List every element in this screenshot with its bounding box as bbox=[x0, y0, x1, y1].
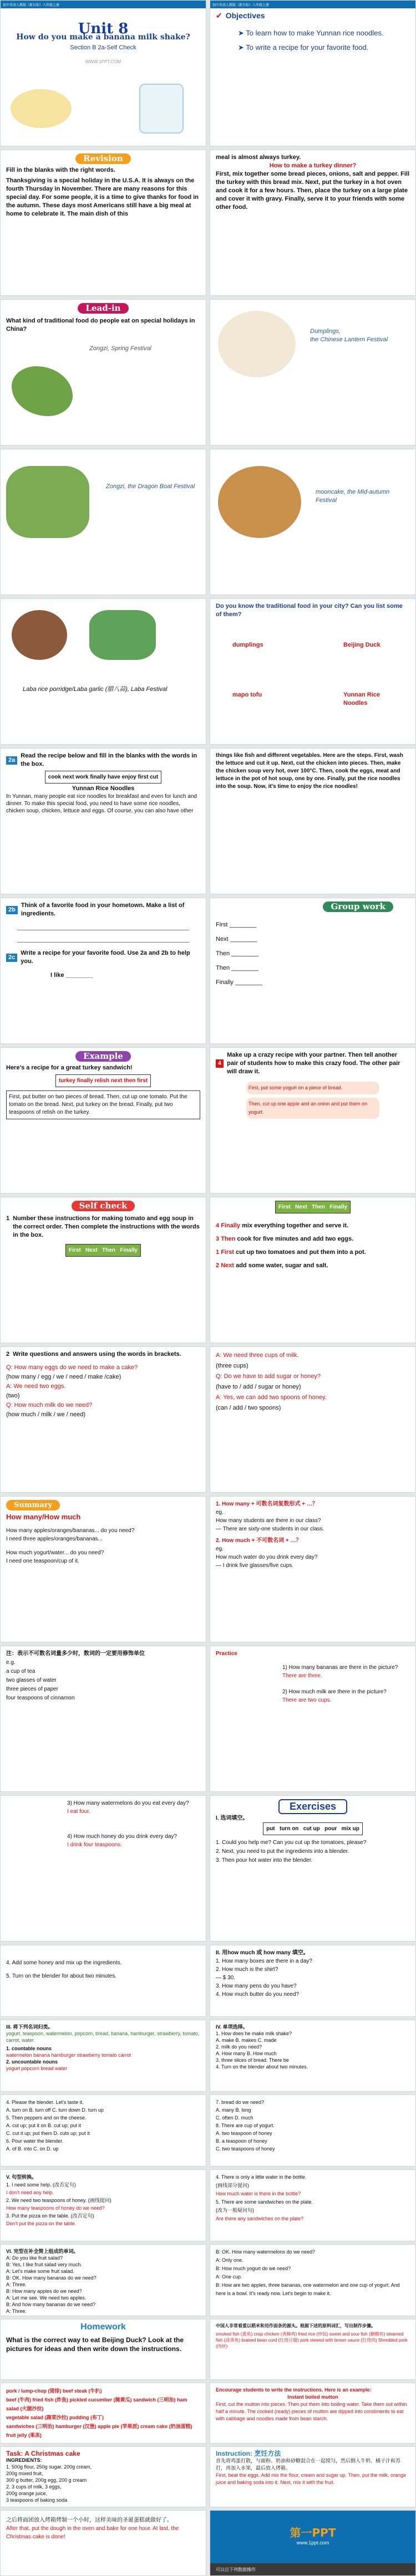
transform-answer: How much water is there in the bottle? bbox=[216, 2191, 301, 2196]
answer-line bbox=[17, 921, 189, 930]
step-next: Next ________ bbox=[216, 936, 257, 943]
banana-illustration bbox=[11, 89, 72, 128]
choice-line: A. of B. into C. on D. up bbox=[6, 2146, 59, 2152]
summary-line: I need three apples/oranges/bananas... bbox=[6, 1536, 103, 1542]
choice-line: A. make B. makes C. made bbox=[216, 2037, 277, 2043]
slide-end bbox=[210, 2510, 416, 2576]
transform-line: 5. There are some sandwiches on the plate. bbox=[216, 2199, 313, 2205]
mooncake-photo bbox=[218, 466, 301, 538]
classify-answer: watermelon banana hamburger strawberry tomato carrot bbox=[6, 2052, 131, 2058]
practice-question: 2) How much milk are there in the picture? bbox=[282, 1689, 387, 1695]
choice-line: 4. Please the blender. Let's taste it. bbox=[6, 2099, 84, 2105]
slide-choice-2 bbox=[0, 2094, 206, 2167]
qa-line: A: We need three cups of milk. bbox=[216, 1352, 299, 1359]
slide-2b-2c: 2b Think of a favorite food in your hometown. Make a list of ingredients. 2c Write a recipe for your favorite food. Use 2a and 2b to help you. I like ________ bbox=[0, 898, 206, 1044]
choice-line: C. cut it up; put them D. cuts up; put it bbox=[6, 2131, 90, 2136]
exercise-heading: III. 将下列名词归类。 bbox=[6, 2024, 53, 2030]
exercise-heading: I. 选词填空。 bbox=[216, 1815, 248, 1821]
choice-line: A. cut up; put it on B. cut up; put it bbox=[6, 2123, 82, 2128]
qa-line: (how much / milk / we / need) bbox=[6, 1411, 86, 1418]
grammar-line: — I drink five glasses/five cups. bbox=[216, 1563, 294, 1569]
qa-line: A: Yes, we can add two spoons of honey. bbox=[216, 1394, 327, 1401]
slide-instruction bbox=[210, 2446, 416, 2507]
milkshake-illustration bbox=[139, 84, 184, 134]
exercise-2c-number: 2c bbox=[6, 954, 17, 962]
practice-question: 4) How much honey do you drink every day? bbox=[67, 1834, 177, 1840]
dialog-line: A: Three. bbox=[6, 2282, 27, 2287]
dishes-list: smoked fish (熏鱼) crisp chicken (香酥鸡) fried rice (炒饭) sweet and sour fish (糖醋鱼) steamed fish (清蒸鱼) braised bean curd (红烧豆腐) pork stewed with brown sauce (红烧肉) Shredded pork (肉丝) bbox=[216, 2332, 408, 2349]
recipe-steps-text: things like fish and different vegetables. Here are the steps. First, wash the lettuce and cut it up. Next, cut the chicken into pieces. Then, make the chicken soup very hot, over 100°C. Then, cook the eggs, meat and lettuce in the pot of hot soup, one by one. Finally, put the rice noodles into the soup. Now, it's time to enjoy the rice noodles! bbox=[216, 752, 403, 790]
practice-answer: I eat four. bbox=[67, 1809, 90, 1815]
self-check-badge: Self check bbox=[72, 1201, 135, 1211]
ingredient-line: 200g mixed fruit, bbox=[6, 2471, 43, 2476]
dialog-line: B: And how many bananas do we need? bbox=[6, 2302, 96, 2307]
recipe-title: Yunnan Rice Noodles bbox=[72, 785, 135, 792]
speech-bubble-2: Then, cut up one apple and an onion and put them on yogurt. bbox=[246, 1098, 379, 1119]
slide-how-much-many bbox=[210, 1945, 416, 2017]
exercise-line: 3. How many pens do you have? bbox=[216, 1983, 297, 1989]
exercise-line: 1. Could you help me? Can you cut up the tomatoes, please? bbox=[216, 1840, 367, 1846]
word-box: cook next work finally have enjoy first cut bbox=[45, 771, 161, 783]
section-label: Section B 2a-Self Check bbox=[70, 44, 136, 51]
recipe-text: In Yunnan, many people eat rice noodles for breakfast and even for lunch and dinner. To make this special food, you need to have some rice noodles, chicken soup, chicken, lettuce and eggs. Of course, you can also have other bbox=[6, 793, 197, 814]
slide-qa-continued bbox=[210, 1346, 416, 1493]
task-title: Task: A Christmas cake bbox=[6, 2450, 80, 2457]
exercise-heading: VI. 完型在补全简上组成的单词。 bbox=[6, 2249, 79, 2254]
order-word-box: First Next Then Finally bbox=[65, 1244, 141, 1257]
exercise-line: 4. How much butter do you need? bbox=[216, 1991, 300, 1998]
header-text: 初中英语人教版（新目标）八年级上册 bbox=[212, 3, 270, 7]
turkey-text-2: First, mix together some bread pieces, onions, salt and pepper. Fill the turkey with this bread mix. Next, put the turkey in a hot oven and cook it for a few hours. Then, place the turkey on a large plate and cover it with gravy. Finally, serve it to your friends with some other food. bbox=[216, 171, 410, 211]
classify-category: 1. countable nouns bbox=[6, 2046, 52, 2051]
homework-text: What is the correct way to eat Beijing Duck? Look at the pictures for ideas and then write down the instructions. bbox=[6, 2336, 184, 2353]
classify-answer: yogurt popcorn bread water bbox=[6, 2066, 68, 2071]
lead-in-question: What kind of traditional food do people eat on special holidays in China? bbox=[6, 317, 195, 332]
end-footer: 可以自下列数据操作 bbox=[210, 2563, 415, 2575]
local-food-question: Do you know the traditional food in your city? Can you list some of them? bbox=[216, 603, 403, 618]
grammar-line: How much water do you drink every day? bbox=[216, 1554, 318, 1560]
exercise-2b-number: 2b bbox=[6, 906, 18, 914]
zongzi-image bbox=[12, 366, 73, 416]
slide-qa bbox=[0, 1346, 206, 1493]
qa-line: (can / add / two spoons) bbox=[216, 1405, 281, 1411]
units-line: three pieces of paper bbox=[6, 1686, 58, 1692]
zongzi-festival-caption: Zongzi, the Dragon Boat Festival bbox=[106, 483, 195, 490]
slide-homework bbox=[0, 2319, 206, 2380]
homework-heading: Homework bbox=[80, 2322, 126, 2332]
grammar-line: How many students are there in our class? bbox=[216, 1518, 321, 1524]
transform-answer: How many teaspoons of honey do we need? bbox=[6, 2205, 105, 2211]
transform-line: 2. We need two teaspoons of honey. (画线提问) bbox=[6, 2198, 111, 2203]
transform-line: 1. I need some help. (改否定句) bbox=[6, 2182, 77, 2188]
slide-units bbox=[0, 1646, 206, 1792]
dialog-line: B: How are two apples, three bananas, one watermelon and one cup of yogurt. And here is a bowl. It's ready now. Let's begin to make it. bbox=[216, 2282, 400, 2296]
slide-dumplings bbox=[210, 299, 416, 445]
exercise-line: 1. How many boxes are there in a day? bbox=[216, 1958, 312, 1964]
exercise-heading: II. 用how much 或 how many 填空。 bbox=[216, 1950, 309, 1956]
exercise-line: 3. Then pour hot water into the blender. bbox=[216, 1857, 313, 1863]
slide-mutton-example bbox=[210, 2383, 416, 2444]
practice-heading: Practice bbox=[216, 1651, 237, 1657]
step-first: First ________ bbox=[216, 921, 257, 928]
exercise-line: 2. Next, you need to put the ingredients into a blender. bbox=[216, 1848, 349, 1855]
unit-title: Unit 8 bbox=[78, 21, 129, 37]
units-line: e.g. bbox=[6, 1660, 16, 1666]
slide-crazy-recipe bbox=[210, 1047, 416, 1194]
bake-cn: 之后将面团放入烤箱烤制一个小时，这样美味的圣诞蛋糕就做好了。 bbox=[6, 2517, 173, 2523]
dialog-line: B: OK. How many bananas do we need? bbox=[6, 2275, 97, 2281]
food-yunnan-noodles: Yunnan Rice Noodles bbox=[343, 692, 381, 706]
transform-line: 3. Put the pizza on the table. (改否定句) bbox=[6, 2213, 94, 2219]
summary-line: I need one teaspoon/cup of it. bbox=[6, 1558, 79, 1564]
practice-question: 3) How many watermelons do you eat every day? bbox=[67, 1800, 189, 1806]
slide-exercises-1 bbox=[210, 1795, 416, 1942]
speech-bubble-1: First, put some yogurt on a piece of bread. bbox=[246, 1082, 379, 1094]
mutton-intro: Encourage students to write the instructions. Here is an example: bbox=[216, 2387, 372, 2393]
slide-western-food bbox=[0, 2383, 206, 2444]
dishes-instruction: 中国人非常看重以稻米和用作面条的源头。根据下述的原料词汇，写出制作步骤。 bbox=[216, 2323, 376, 2328]
units-line: two glasses of water bbox=[6, 1677, 57, 1683]
qa-line: (have to / add / sugar or honey) bbox=[216, 1384, 301, 1390]
exercise-4-number: 4 bbox=[216, 1059, 224, 1068]
qa-number: 2 bbox=[6, 1351, 10, 1358]
bake-en: After that, put the dough in the oven and bake for one hour. At last, the Christmas cake is done! bbox=[6, 2526, 179, 2540]
answer-word-box: First Next Then Finally bbox=[275, 1201, 351, 1213]
slide-classify bbox=[0, 2020, 206, 2092]
revision-text: Thanksgiving is a special holiday in the U.S.A. It is always on the fourth Thursday in November. There are many reasons for this special day. For some people, it is a time to give thanks for food in the autumn. These days most Americans still have a big meal at home to celebrate it. The main dish of this bbox=[6, 177, 199, 217]
instruction-heading: Instruction: 烹饪方法 bbox=[216, 2450, 281, 2457]
step-row: 2 Next add some water, sugar and salt. bbox=[216, 1262, 328, 1269]
units-line: four teaspoons of cinnamon bbox=[6, 1695, 75, 1701]
slide-practice-2 bbox=[0, 1795, 206, 1942]
qa-line: (how many / egg / we / need / make /cake) bbox=[6, 1374, 121, 1380]
header-bar bbox=[1, 1, 206, 8]
food-line: pork / lump-chop (猪排) beef steak (牛扒) bbox=[6, 2388, 102, 2394]
recipe-start: I like bbox=[50, 972, 64, 979]
practice-question: 1) How many bananas are there in the picture? bbox=[282, 1665, 398, 1671]
slide-christmas-cake bbox=[0, 2446, 206, 2507]
self-check-number: 1 bbox=[6, 1215, 10, 1222]
food-line: sandwiches (三明治) hamburger (汉堡) apple pie (苹果派) cream cake (奶油蛋糕) fruit jelly (果冻) bbox=[6, 2424, 192, 2438]
example-text: First, put butter on two pieces of bread. Then, cut up one tomato. Put the tomato on the bread. Next, put turkey on the bread. Finally, put two teaspoons of relish on the turkey. bbox=[6, 1090, 200, 1119]
grammar-line: eg. bbox=[216, 1546, 224, 1552]
dialog-line: A: Let me see. We need two apples. bbox=[6, 2295, 87, 2301]
slide-self-check-answers bbox=[210, 1197, 416, 1343]
zongzi-caption: Zongzi, Spring Festival bbox=[89, 345, 151, 352]
choice-line: A. turn on B. turn off C. turn down D. turn up bbox=[6, 2107, 104, 2113]
exercise-2c-instruction: Write a recipe for your favorite food. Use 2a and 2b to help you. bbox=[21, 950, 190, 965]
summary-line: How many apples/oranges/bananas... do you need? bbox=[6, 1528, 135, 1534]
step-row: 4 Finally mix everything together and serve it. bbox=[216, 1222, 349, 1229]
slide-summary bbox=[0, 1496, 206, 1642]
dumplings-image bbox=[218, 311, 296, 377]
exercise-line: 5. Turn on the blender for about two minutes. bbox=[6, 1973, 117, 1979]
transform-line: (改为一般疑问句) bbox=[216, 2208, 254, 2213]
slide-mooncake bbox=[210, 449, 416, 595]
slide-example bbox=[0, 1047, 206, 1194]
objectives-heading: Objectives bbox=[225, 11, 265, 20]
slide-local-food bbox=[210, 598, 416, 745]
qa-line: Q: How many eggs do we need to make a cake? bbox=[6, 1364, 138, 1371]
exercise-heading: IV. 单项选择。 bbox=[216, 2024, 248, 2030]
transform-answer: Don't put the pizza on the table. bbox=[6, 2221, 77, 2226]
ingredient-line: 200g orange juice, bbox=[6, 2491, 48, 2496]
mutton-text: First, cut the mutton into pieces. Then put them into boiling water. Take them out within half a minute. The cooked (ready) pieces of mutton are dipped into condiments to eat with cabbage and noodles made from bean starch. bbox=[216, 2401, 407, 2421]
grammar-line: 1. How many + 可数名词复数形式 + …？ bbox=[216, 1501, 318, 1507]
instruction-en: First, beat the eggs. Add mix the flour, cream and sugar up. Then, put the milk, orange juice and baking soda into it. Next, mix it with the fruit. bbox=[216, 2472, 407, 2485]
mutton-title: Instant boiled mutton bbox=[287, 2394, 338, 2400]
slide-choice-3 bbox=[210, 2094, 416, 2167]
dialog-line: A: Let's make some fruit salad. bbox=[6, 2268, 74, 2274]
slide-objectives bbox=[210, 0, 416, 146]
units-note: 注：表示不可数名词量多少时，数词的一定要用修饰单位 bbox=[6, 1651, 145, 1657]
step-finally: Finally ________ bbox=[216, 979, 262, 986]
grammar-line: 2. How much + 不可数名词 + …？ bbox=[216, 1538, 302, 1544]
transform-answer: I don't need any help. bbox=[6, 2190, 54, 2195]
dialog-line: B: How many apples do we need? bbox=[6, 2288, 82, 2294]
slide-choice-1 bbox=[210, 2020, 416, 2092]
lesson-title: How do you make a banana milk shake? bbox=[16, 33, 190, 42]
exercise-4-instruction: Make up a crazy recipe with your partner. Then tell another pair of students how to make this crazy food. The other pair will draw it. bbox=[227, 1052, 400, 1075]
slide-practice bbox=[210, 1646, 416, 1792]
choice-line: 5. Then peppers and on the cheese. bbox=[6, 2115, 87, 2121]
laba-caption: Laba rice porridge/Laba garlic (腊八蒜), Laba Festival bbox=[23, 686, 168, 693]
slide-bake bbox=[0, 2510, 206, 2576]
dumplings-caption: Dumplings, bbox=[310, 328, 341, 335]
ingredient-line: 1. 500g flour, 250g sugar, 200g cream, bbox=[6, 2464, 92, 2470]
summary-badge: Summary bbox=[6, 1500, 60, 1510]
slide-2a-continued bbox=[210, 748, 416, 894]
answer-line bbox=[17, 934, 189, 943]
food-line: beef (牛肉) fried fish (炸鱼) pickled cucumber (腌黄瓜) sandwich (三明治) ham salad (火腿沙拉) bbox=[6, 2397, 187, 2411]
objective-1: ➤ To learn how to make Yunnan rice noodles. bbox=[238, 29, 384, 37]
classify-category: 2. uncountable nouns bbox=[6, 2059, 58, 2065]
slide-lead-in bbox=[0, 299, 206, 445]
step-then-1: Then ________ bbox=[216, 950, 259, 957]
practice-answer: There are three. bbox=[282, 1673, 322, 1679]
zongzi-photo bbox=[6, 466, 89, 538]
exercise-line: 4. Add some honey and mix up the ingredients. bbox=[6, 1960, 122, 1966]
classify-words: yogurt, teaspoon, watermelon, popcorn, bread, banana, hamburger, strawberry, tomato, carrot, water bbox=[6, 2031, 200, 2043]
example-title: Here's a recipe for a great turkey sandwich! bbox=[6, 1064, 133, 1071]
transform-line: (画线部分提问) bbox=[216, 2183, 249, 2188]
exercises-badge: Exercises bbox=[278, 1799, 347, 1814]
choice-line: 2. milk do you need? bbox=[216, 2044, 262, 2050]
laba-garlic-image bbox=[89, 610, 156, 660]
exercise-heading: V. 句型转换。 bbox=[6, 2174, 37, 2180]
step-row: 1 First cut up two tomatoes and put them into a pot. bbox=[216, 1249, 366, 1256]
step-row: 3 Then cook for five minutes and add two eggs. bbox=[216, 1236, 354, 1242]
ingredient-line: 2. 3 cups of milk, 3 eggs, bbox=[6, 2484, 62, 2490]
turkey-question: How to make a turkey dinner? bbox=[269, 162, 357, 169]
qa-line: (two) bbox=[6, 1392, 20, 1399]
dialog-line: B: How much yogurt do we need? bbox=[216, 2266, 291, 2271]
slide-dialog-1 bbox=[0, 2244, 206, 2316]
slide-self-check bbox=[0, 1197, 206, 1343]
slide-dialog-2 bbox=[210, 2244, 416, 2316]
qa-line: Q: How much milk do we need? bbox=[6, 1402, 93, 1409]
instruction-cn: 首先将鸡蛋打散，与面粉、奶油和砂糖混合在一起搅匀，然后倒入牛奶、橘子汁和苏打，再加入水果，最后放入烤箱。 bbox=[216, 2458, 401, 2471]
ingredient-line: 3 teaspoons of baking soda bbox=[6, 2497, 68, 2503]
summary-heading: How many/How much bbox=[6, 1513, 81, 1521]
practice-answer: There are two cups. bbox=[282, 1697, 332, 1703]
choice-line: 1. How does he make milk shake? bbox=[216, 2031, 292, 2036]
exercise-line: 2. How much is the shirt? bbox=[216, 1966, 278, 1973]
choice-line: A. two teaspoon of honey bbox=[216, 2131, 272, 2136]
choice-line: 7. bread do we need? bbox=[216, 2099, 265, 2105]
slide-chinese-dishes bbox=[210, 2319, 416, 2380]
practice-answer: I drink four teaspoons. bbox=[67, 1842, 122, 1848]
choice-line: 4. Turn on the blender about two minutes. bbox=[216, 2064, 308, 2070]
dialog-line: A: Only one. bbox=[216, 2257, 243, 2263]
site-url: WWW.1PPT.COM bbox=[85, 59, 121, 64]
dialog-line: A: One cup. bbox=[216, 2274, 242, 2280]
choice-line: C. often D. much bbox=[216, 2115, 253, 2121]
slide-grammar bbox=[210, 1496, 416, 1642]
transform-line: 4. There is only a little water in the bottle. bbox=[216, 2174, 307, 2180]
slide-exercises-2 bbox=[0, 1945, 206, 2017]
choice-line: 3. three slices of bread. There be bbox=[216, 2057, 289, 2063]
slide-zongzi bbox=[0, 449, 206, 595]
slide-group-work bbox=[210, 898, 416, 1044]
choice-line: C. two teaspoons of honey bbox=[216, 2146, 275, 2152]
choice-line: B. a teaspoon of honey bbox=[216, 2138, 267, 2144]
mooncake-caption: mooncake, the Mid-autumn Festival bbox=[316, 489, 390, 504]
exercise-2a-instruction: Read the recipe below and fill in the blanks with the words in the box. bbox=[21, 752, 197, 767]
grammar-line: — There are sixty-one students in our class. bbox=[216, 1526, 324, 1532]
end-url: www.1ppt.com bbox=[296, 2540, 329, 2546]
revision-intro: Fill in the blanks with the right words. bbox=[6, 167, 115, 173]
group-work-badge: Group work bbox=[323, 902, 393, 912]
food-beijing-duck: Beijing Duck bbox=[343, 642, 381, 648]
dialog-line: B: OK. How many watermelons do we need? bbox=[216, 2249, 316, 2255]
slide-turkey-dinner bbox=[210, 150, 416, 296]
food-mapo-tofu: mapo tofu bbox=[232, 692, 262, 698]
exercise-2a-number: 2a bbox=[6, 756, 17, 765]
objective-2: ➤ To write a recipe for your favorite food. bbox=[238, 43, 369, 52]
exercise-word-box: put turn on cut up pour mix up bbox=[263, 1822, 363, 1835]
slide-transform-1 bbox=[0, 2169, 206, 2241]
header-text: 初中英语人教版（新目标）八年级上册 bbox=[3, 3, 60, 7]
slide-transform-2 bbox=[210, 2169, 416, 2241]
food-dumplings: dumplings bbox=[232, 642, 263, 648]
lead-in-badge: Lead-in bbox=[78, 303, 128, 314]
slide-title bbox=[0, 0, 206, 146]
exercise-line: — $ 30. bbox=[216, 1975, 236, 1981]
check-icon: ✔ bbox=[216, 11, 222, 20]
summary-line: How much yogurt/water... do you need? bbox=[6, 1550, 104, 1556]
step-then-2: Then ________ bbox=[216, 965, 259, 971]
transform-answer: Are there any sandwiches on the plate? bbox=[216, 2216, 304, 2221]
self-check-instruction: Number these instructions for making tomato and egg soup in the correct order. Then complete the instructions with the words in the box. bbox=[13, 1215, 200, 1238]
end-logo: 第一PPT bbox=[290, 2526, 336, 2539]
qa-instruction: Write questions and answers using the words in brackets. bbox=[13, 1351, 181, 1358]
exercise-2b-instruction: Think of a favorite food in your hometown. Make a list of ingredients. bbox=[21, 902, 185, 917]
dialog-line: A: Do you like fruit salad? bbox=[6, 2255, 63, 2261]
ingredients-heading: INGREDIENTS: bbox=[6, 2457, 42, 2463]
qa-line: A: We need two eggs. bbox=[6, 1383, 66, 1390]
choice-line: A. many B. long bbox=[216, 2107, 251, 2113]
example-word-box: turkey finally relish next then first bbox=[55, 1074, 151, 1087]
laba-porridge-image bbox=[12, 610, 67, 660]
qa-line: Q: Do we have to add sugar or honey? bbox=[216, 1373, 321, 1380]
example-badge: Example bbox=[75, 1051, 131, 1062]
grammar-line: eg. bbox=[216, 1509, 224, 1515]
slide-revision bbox=[0, 150, 206, 296]
units-line: a cup of tea bbox=[6, 1668, 35, 1674]
turkey-text-1: meal is almost always turkey. bbox=[216, 154, 301, 161]
dialog-line: A: Three. bbox=[6, 2308, 27, 2314]
lantern-festival-caption: the Chinese Lantern Festival bbox=[310, 336, 388, 343]
choice-line: 6. Pour water the blender. bbox=[6, 2138, 64, 2144]
ingredient-line: 300 g butter, 200g egg, 200 g cream bbox=[6, 2477, 87, 2483]
food-line: vegetable salad (蔬菜沙拉) pudding (布丁) bbox=[6, 2415, 104, 2420]
slide-laba bbox=[0, 598, 206, 745]
choice-line: 8. There are cup of yogurt. bbox=[216, 2123, 275, 2128]
choice-line: A. How many B. How much bbox=[216, 2051, 277, 2056]
qa-line: (three cups) bbox=[216, 1363, 248, 1369]
dialog-line: B: Yes, I like fruit salad very much. bbox=[6, 2262, 83, 2267]
revision-badge: Revision bbox=[75, 153, 130, 164]
slide-2a bbox=[0, 748, 206, 894]
